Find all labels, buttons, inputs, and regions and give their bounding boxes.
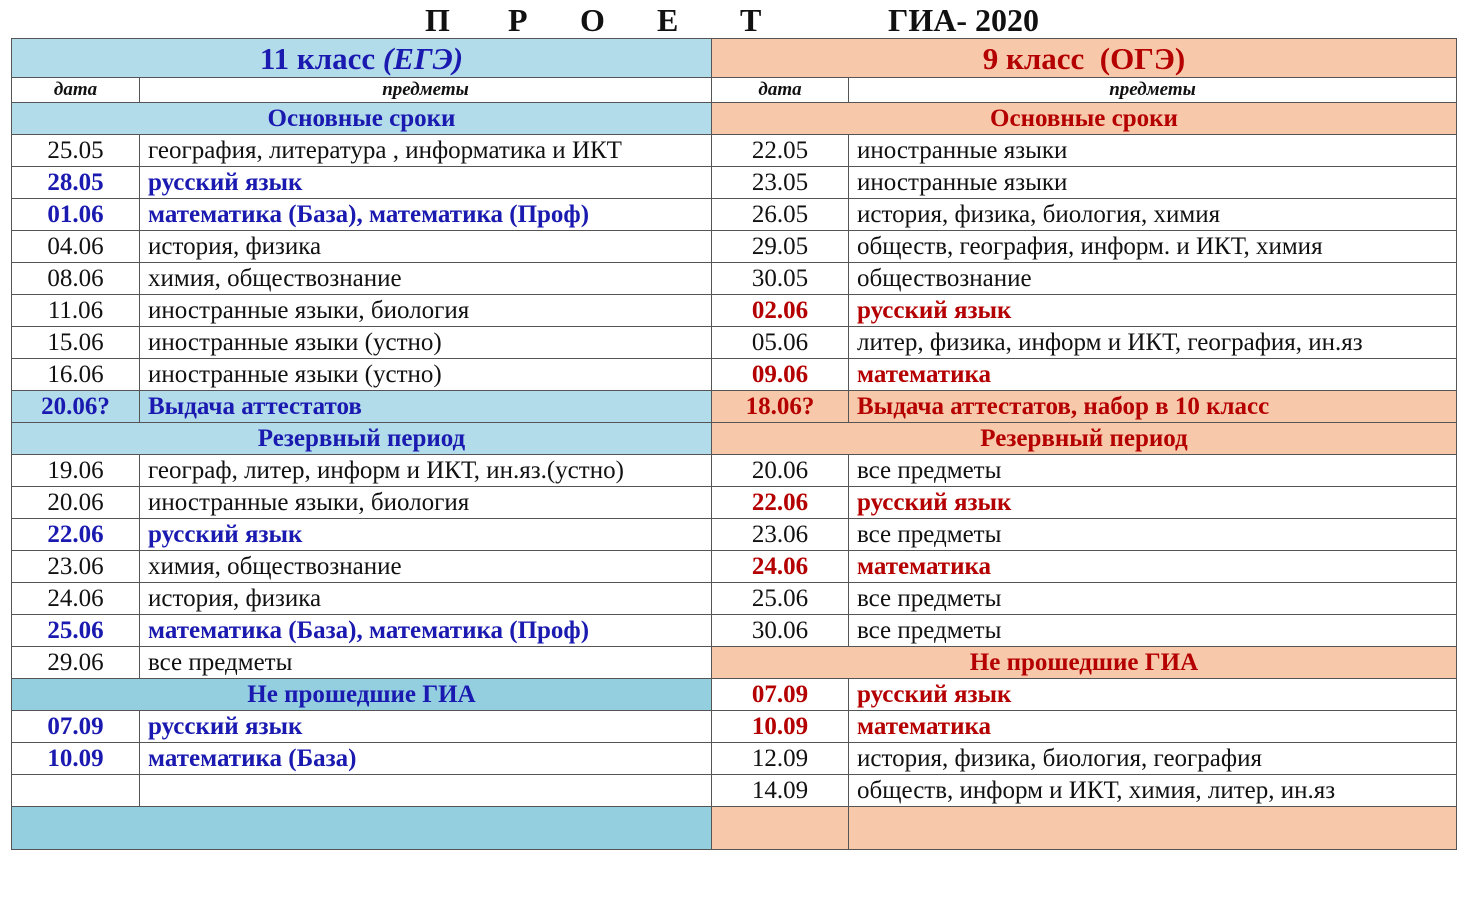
left-subject-cell: русский язык xyxy=(140,519,712,551)
table-row xyxy=(12,263,1457,295)
table-row xyxy=(12,519,1457,551)
table-row xyxy=(12,551,1457,583)
right-date-cell: 30.06 xyxy=(712,615,849,647)
left-main-section-title: Основные сроки xyxy=(12,103,712,135)
right-subject-cell: обществознание xyxy=(849,263,1457,295)
table-row xyxy=(12,327,1457,359)
title-letter: Р xyxy=(508,2,528,38)
table-row xyxy=(12,615,1457,647)
left-failed-section-title: Не прошедшие ГИА xyxy=(12,679,712,711)
table-row xyxy=(12,455,1457,487)
right-footer-date-cell xyxy=(712,807,849,850)
right-subject-cell: обществ, информ и ИКТ, химия, литер, ин.яз xyxy=(849,775,1457,807)
left-subject-cell: история, физика xyxy=(140,583,712,615)
right-date-cell: 20.06 xyxy=(712,455,849,487)
left-date-cell: 01.06 xyxy=(12,199,140,231)
left-subject-cell: иностранные языки (устно) xyxy=(140,327,712,359)
grade-9-header: 9 класс (ОГЭ) xyxy=(712,39,1457,78)
left-date-cell: 25.05 xyxy=(12,135,140,167)
right-subject-cell: история, физика, биология, география xyxy=(849,743,1457,775)
col-subjects-header: предметы xyxy=(849,78,1457,103)
left-subject-cell: математика (База), математика (Проф) xyxy=(140,615,712,647)
left-subject-cell: иностранные языки, биология xyxy=(140,487,712,519)
right-failed-section-title: Не прошедшие ГИА xyxy=(712,647,1457,679)
left-subject-cell: математика (База), математика (Проф) xyxy=(140,199,712,231)
certificate-row xyxy=(12,391,1457,423)
left-date-cell: 04.06 xyxy=(12,231,140,263)
col-subjects-header: предметы xyxy=(140,78,712,103)
left-subject-cell: русский язык xyxy=(140,167,712,199)
table-row xyxy=(12,487,1457,519)
schedule-table xyxy=(11,38,1457,850)
right-subject-cell: математика xyxy=(849,711,1457,743)
left-subject-cell: история, физика xyxy=(140,231,712,263)
footer-row xyxy=(12,807,1457,850)
right-subject-cell: иностранные языки xyxy=(849,135,1457,167)
right-subject-cell: русский язык xyxy=(849,679,1457,711)
right-reserve-section-title: Резервный период xyxy=(712,423,1457,455)
table-row xyxy=(12,359,1457,391)
col-date-header: дата xyxy=(712,78,849,103)
right-date-cell: 22.06 xyxy=(712,487,849,519)
title-letter: Т xyxy=(740,2,762,38)
right-date-cell: 24.06 xyxy=(712,551,849,583)
table-row xyxy=(12,135,1457,167)
left-date-cell: 16.06 xyxy=(12,359,140,391)
title-letter: Е xyxy=(657,2,679,38)
table-row xyxy=(12,295,1457,327)
right-cert-date: 18.06? xyxy=(712,391,849,423)
left-date-cell xyxy=(12,775,140,807)
left-subject-cell: география, литература , информатика и ИКТ xyxy=(140,135,712,167)
right-date-cell: 23.05 xyxy=(712,167,849,199)
table-row xyxy=(12,647,1457,679)
left-date-cell: 29.06 xyxy=(12,647,140,679)
left-date-cell: 15.06 xyxy=(12,327,140,359)
right-main-section-title: Основные сроки xyxy=(712,103,1457,135)
right-date-cell: 30.05 xyxy=(712,263,849,295)
right-footer-subject-cell xyxy=(849,807,1457,850)
section-header-row xyxy=(12,423,1457,455)
left-subject-cell xyxy=(140,775,712,807)
left-subject-cell: географ, литер, информ и ИКТ, ин.яз.(устно) xyxy=(140,455,712,487)
left-date-cell: 07.09 xyxy=(12,711,140,743)
left-date-cell: 19.06 xyxy=(12,455,140,487)
left-cert-subject: Выдача аттестатов xyxy=(140,391,712,423)
left-subject-cell: русский язык xyxy=(140,711,712,743)
left-date-cell: 28.05 xyxy=(12,167,140,199)
right-subject-cell: русский язык xyxy=(849,295,1457,327)
right-subject-cell: все предметы xyxy=(849,519,1457,551)
left-date-cell: 11.06 xyxy=(12,295,140,327)
right-subject-cell: все предметы xyxy=(849,615,1457,647)
left-subject-cell: все предметы xyxy=(140,647,712,679)
left-date-cell: 22.06 xyxy=(12,519,140,551)
right-date-cell: 05.06 xyxy=(712,327,849,359)
right-date-cell: 25.06 xyxy=(712,583,849,615)
title-letter: П xyxy=(425,2,450,38)
right-subject-cell: математика xyxy=(849,359,1457,391)
right-date-cell: 12.09 xyxy=(712,743,849,775)
left-subject-cell: химия, обществознание xyxy=(140,263,712,295)
left-cert-date: 20.06? xyxy=(12,391,140,423)
table-row xyxy=(12,679,1457,711)
left-date-cell: 20.06 xyxy=(12,487,140,519)
table-row xyxy=(12,167,1457,199)
right-subject-cell: все предметы xyxy=(849,455,1457,487)
page-title xyxy=(0,2,1475,38)
right-subject-cell: иностранные языки xyxy=(849,167,1457,199)
right-date-cell: 09.06 xyxy=(712,359,849,391)
table-row xyxy=(12,711,1457,743)
right-subject-cell: русский язык xyxy=(849,487,1457,519)
right-date-cell: 22.05 xyxy=(712,135,849,167)
right-date-cell: 02.06 xyxy=(712,295,849,327)
left-subject-cell: иностранные языки, биология xyxy=(140,295,712,327)
left-date-cell: 10.09 xyxy=(12,743,140,775)
table-row xyxy=(12,775,1457,807)
left-date-cell: 08.06 xyxy=(12,263,140,295)
right-date-cell: 14.09 xyxy=(712,775,849,807)
right-date-cell: 23.06 xyxy=(712,519,849,551)
right-subject-cell: история, физика, биология, химия xyxy=(849,199,1457,231)
table-row xyxy=(12,743,1457,775)
table-row xyxy=(12,199,1457,231)
right-subject-cell: литер, физика, информ и ИКТ, география, ин.яз xyxy=(849,327,1457,359)
right-date-cell: 29.05 xyxy=(712,231,849,263)
left-subject-cell: иностранные языки (устно) xyxy=(140,359,712,391)
grade-header-row xyxy=(12,39,1457,78)
right-date-cell: 10.09 xyxy=(712,711,849,743)
left-subject-cell: химия, обществознание xyxy=(140,551,712,583)
section-header-row xyxy=(12,103,1457,135)
left-date-cell: 24.06 xyxy=(12,583,140,615)
table-row xyxy=(12,583,1457,615)
left-reserve-section-title: Резервный период xyxy=(12,423,712,455)
table-row xyxy=(12,231,1457,263)
left-footer-cell xyxy=(12,807,712,850)
title-letter: О xyxy=(580,2,605,38)
column-header-row xyxy=(12,78,1457,103)
right-date-cell: 07.09 xyxy=(712,679,849,711)
right-subject-cell: обществ, география, информ. и ИКТ, химия xyxy=(849,231,1457,263)
left-subject-cell: математика (База) xyxy=(140,743,712,775)
left-date-cell: 25.06 xyxy=(12,615,140,647)
right-date-cell: 26.05 xyxy=(712,199,849,231)
right-subject-cell: все предметы xyxy=(849,583,1457,615)
col-date-header: дата xyxy=(12,78,140,103)
left-date-cell: 23.06 xyxy=(12,551,140,583)
grade-11-header: 11 класс (ЕГЭ) xyxy=(12,39,712,78)
right-cert-subject: Выдача аттестатов, набор в 10 класс xyxy=(849,391,1457,423)
title-gia: ГИА- 2020 xyxy=(888,2,1040,38)
right-subject-cell: математика xyxy=(849,551,1457,583)
